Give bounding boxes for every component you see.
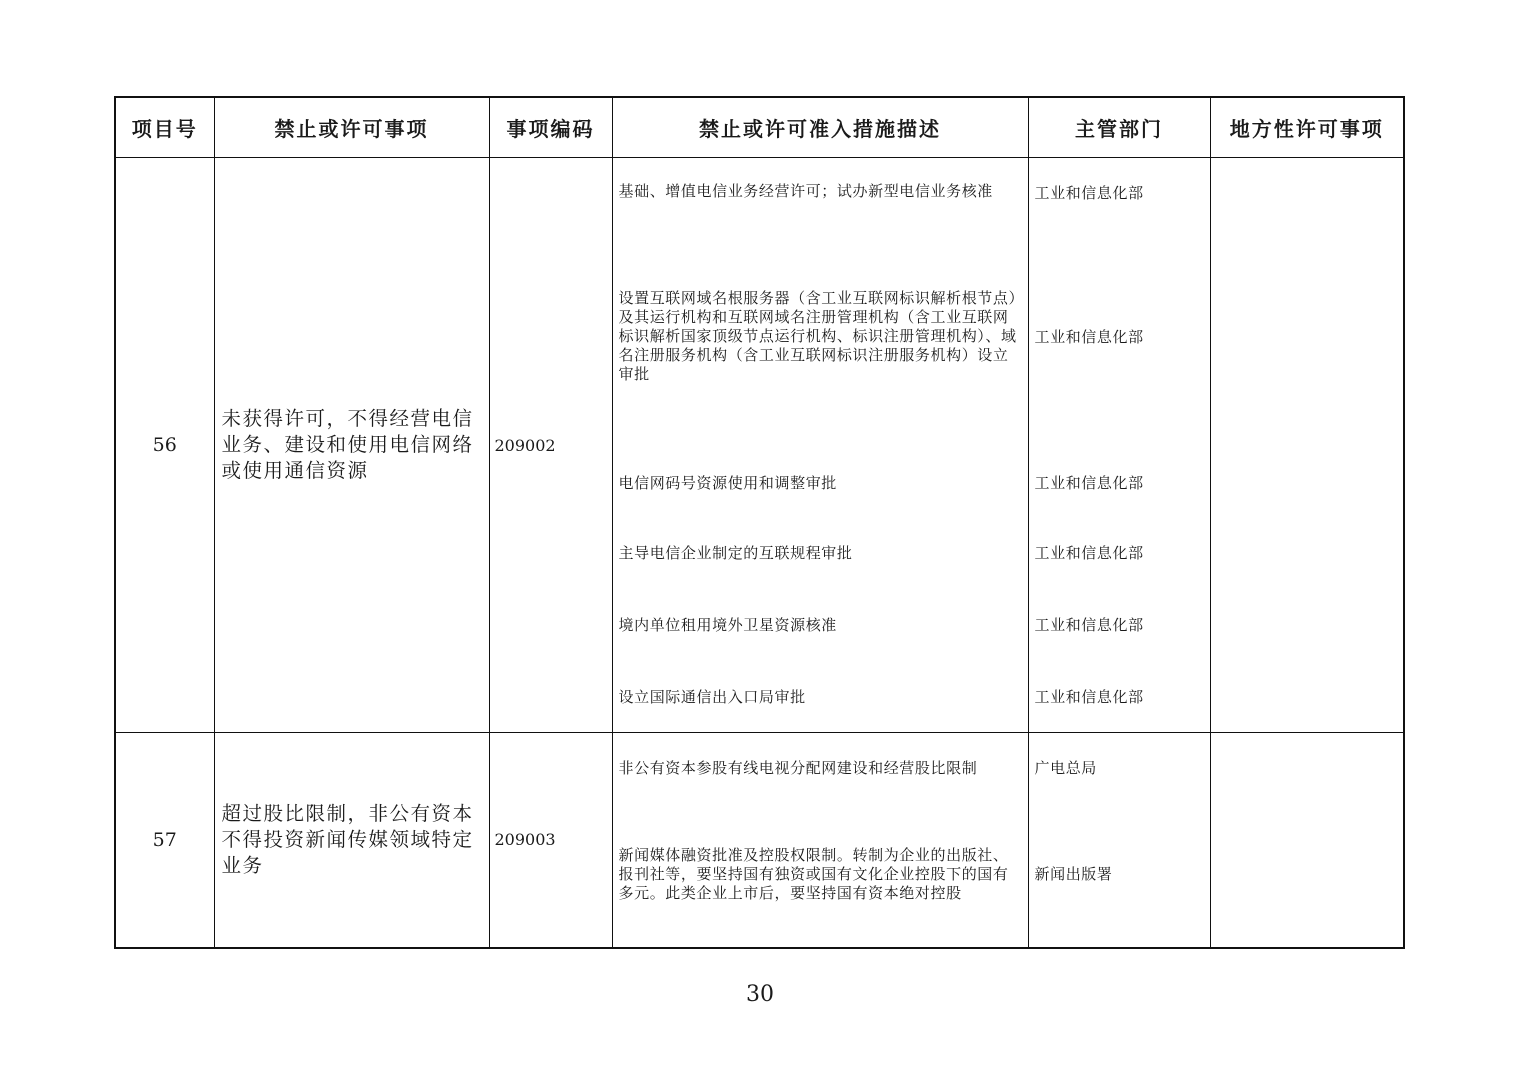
measure-department: 工业和信息化部 (1034, 543, 1144, 562)
page-number: 30 (746, 982, 774, 1007)
measure-description: 电信网码号资源使用和调整审批 (618, 473, 837, 492)
measure-department: 工业和信息化部 (1034, 615, 1144, 634)
table-row (115, 158, 1404, 733)
measure-departments (1028, 158, 1210, 733)
measure-department: 工业和信息化部 (1034, 473, 1144, 492)
measure-descriptions (612, 733, 1028, 948)
measure-department: 工业和信息化部 (1034, 183, 1144, 202)
measure-department: 新闻出版署 (1034, 864, 1113, 883)
measure-description: 主导电信企业制定的互联规程审批 (618, 543, 853, 562)
table-row (115, 733, 1404, 948)
header-row (115, 97, 1404, 158)
header-description: 禁止或许可准入措施描述 (612, 97, 1028, 158)
item-number: 57 (115, 733, 214, 948)
item-number: 56 (115, 158, 214, 733)
item-code: 209002 (489, 158, 612, 733)
measure-description: 设置互联网域名根服务器（含工业互联网标识解析根节点）及其运行机构和互联网域名注册管理机构（含工业互联网标识解析国家顶级节点运行机构、标识注册管理机构）、域名注册服务机构（含工业互联网标识注册服务机构）设立审批 (618, 288, 1017, 383)
measure-description: 境内单位租用境外卫星资源核准 (618, 615, 837, 634)
document-table (114, 96, 1405, 949)
header-department: 主管部门 (1028, 97, 1210, 158)
item-code: 209003 (489, 733, 612, 948)
item-name: 未获得许可，不得经营电信业务、建设和使用电信网络或使用通信资源 (214, 158, 489, 733)
header-item: 禁止或许可事项 (214, 97, 489, 158)
measure-description: 基础、增值电信业务经营许可；试办新型电信业务核准 (618, 181, 993, 200)
measure-department: 工业和信息化部 (1034, 327, 1144, 346)
header-number: 项目号 (115, 97, 214, 158)
measure-department: 工业和信息化部 (1034, 687, 1144, 706)
measure-description: 新闻媒体融资批准及控股权限制。转制为企业的出版社、报刊社等，要坚持国有独资或国有文化企业控股下的国有多元。此类企业上市后，要坚持国有资本绝对控股 (618, 845, 1009, 902)
measure-description: 设立国际通信出入口局审批 (618, 687, 806, 706)
header-local: 地方性许可事项 (1210, 97, 1404, 158)
measure-descriptions (612, 158, 1028, 733)
measure-description: 非公有资本参股有线电视分配网建设和经营股比限制 (618, 758, 978, 777)
local-permit (1210, 733, 1404, 948)
header-code: 事项编码 (489, 97, 612, 158)
local-permit (1210, 158, 1404, 733)
measure-departments (1028, 733, 1210, 948)
item-name: 超过股比限制，非公有资本不得投资新闻传媒领域特定业务 (214, 733, 489, 948)
measure-department: 广电总局 (1034, 758, 1097, 777)
